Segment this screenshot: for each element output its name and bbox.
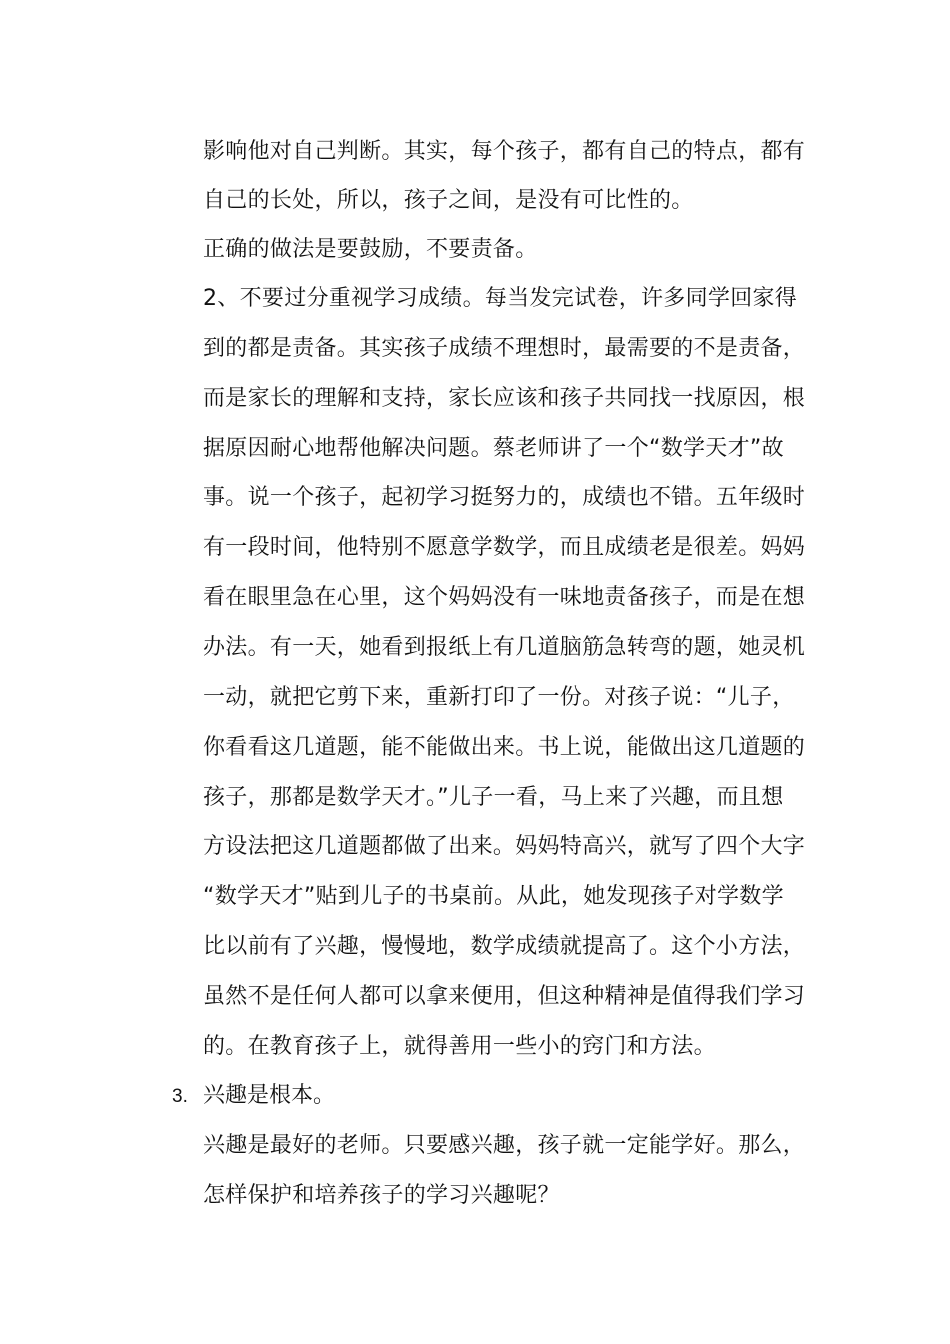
paragraph-intro-line-2: 自己的长处，所以，孩子之间，是没有可比性的。 xyxy=(203,188,694,213)
paragraph-2-line-4: 据原因耐心地帮他解决问题。蔡老师讲了一个“数学天才”故 xyxy=(203,436,784,461)
paragraph-2-line-11: 孩子，那都是数学天才。”儿子一看，马上来了兴趣，而且想 xyxy=(203,785,784,810)
section-3-title: 兴趣是根本。 xyxy=(203,1083,336,1108)
paragraph-2-line-3: 而是家长的理解和支持，家长应该和孩子共同找一找原因，根 xyxy=(203,386,806,411)
paragraph-2-line-15: 虽然不是任何人都可以拿来便用，但这种精神是值得我们学习 xyxy=(203,984,806,1009)
paragraph-2-line-14: 比以前有了兴趣，慢慢地，数学成绩就提高了。这个小方法， xyxy=(203,934,806,959)
paragraph-interest-line-1: 兴趣是最好的老师。只要感兴趣，孩子就一定能学好。那么， xyxy=(203,1133,806,1158)
paragraph-2-line-1: 2、不要过分重视学习成绩。每当发完试卷，许多同学回家得 xyxy=(203,286,798,311)
paragraph-2-line-8: 办法。有一天，她看到报纸上有几道脑筋急转弯的题，她灵机 xyxy=(203,635,806,660)
paragraph-2-line-13: “数学天才”贴到儿子的书桌前。从此，她发现孩子对学数学 xyxy=(203,884,784,909)
paragraph-encourage-line-1: 正确的做法是要鼓励，不要责备。 xyxy=(203,237,538,262)
paragraph-interest-line-2: 怎样保护和培养孩子的学习兴趣呢？ xyxy=(203,1183,560,1208)
paragraph-2-line-10: 你看看这几道题，能不能做出来。书上说，能做出这几道题的 xyxy=(203,735,806,760)
paragraph-2-line-5: 事。说一个孩子，起初学习挺努力的，成绩也不错。五年级时 xyxy=(203,485,806,510)
paragraph-2-line-16: 的。在教育孩子上，就得善用一些小的窍门和方法。 xyxy=(203,1034,716,1059)
section-3-number: 3. xyxy=(172,1086,188,1107)
paragraph-intro-line-1: 影响他对自己判断。其实，每个孩子，都有自己的特点，都有 xyxy=(203,139,806,164)
paragraph-2-line-9: 一动，就把它剪下来，重新打印了一份。对孩子说：“儿子， xyxy=(203,685,795,710)
paragraph-2-line-7: 看在眼里急在心里，这个妈妈没有一味地责备孩子，而是在想 xyxy=(203,585,806,610)
paragraph-2-line-6: 有一段时间，他特别不愿意学数学，而且成绩老是很差。妈妈 xyxy=(203,535,806,560)
paragraph-2-line-2: 到的都是责备。其实孩子成绩不理想时，最需要的不是责备， xyxy=(203,336,806,361)
paragraph-2-line-12: 方设法把这几道题都做了出来。妈妈特高兴，就写了四个大字 xyxy=(203,834,806,859)
